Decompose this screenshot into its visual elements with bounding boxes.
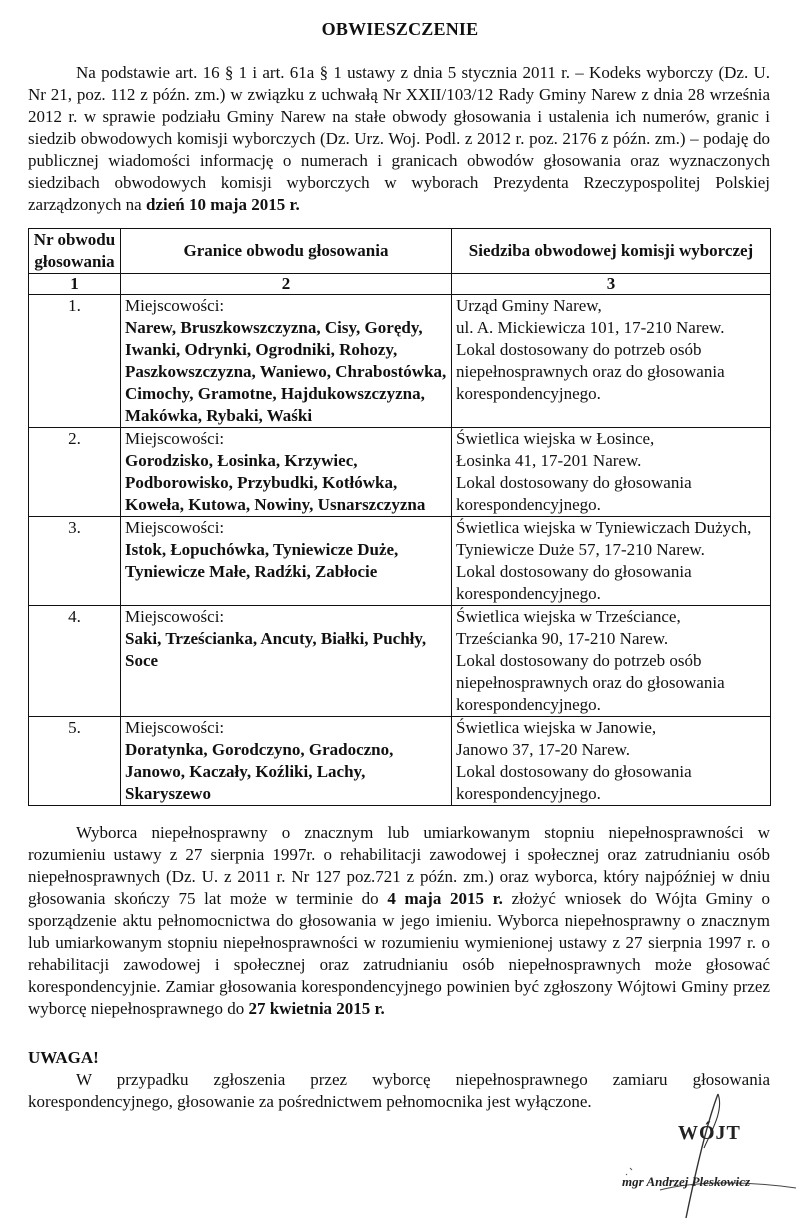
table-row [29, 606, 771, 717]
district-number: 5. [29, 717, 121, 806]
intro-text: Na podstawie art. 16 § 1 i art. 61a § 1 ustawy z dnia 5 stycznia 2011 r. – Kodeks wyborczy (Dz. U. Nr 21, poz. 112 z późn. zm.) w związku z uchwałą Nr XXII/103/12 Rady Gminy Narew z dnia 28 września 2012 r. w sprawie podziału Gminy Narew na stałe obwody głosowania i ustalenia ich numerów, granic i siedzib obwodowych komisji wyborczych (Dz. Urz. Woj. Podl. z 2012 r. poz. 2176 z późn. zm.) – podaję do publicznej wiadomości informację o numerach i granicach obwodów głosowania oraz wyznaczonych siedzibach obwodowych komisji wyborczych w wyborach Prezydenta Rzeczypospolitej Polskiej zarządzonych na [28, 63, 770, 214]
seat-name: Świetlica wiejska w Tyniewiczach Dużych, [456, 518, 752, 537]
table-row [29, 717, 771, 806]
table-row [29, 428, 771, 517]
places-list: Gorodzisko, Łosinka, Krzywiec, Podborowisko, Przybudki, Kotłówka, Koweła, Kutowa, Nowiny, Usnarszczyzna [125, 451, 426, 514]
places-label: Miejscowości: [125, 718, 225, 737]
district-number: 4. [29, 606, 121, 717]
handwritten-signature-icon [600, 1090, 800, 1222]
intro-election-date: dzień 10 maja 2015 r. [145, 195, 300, 214]
intro-paragraph [28, 62, 770, 216]
district-borders [121, 517, 452, 606]
seat-name: Świetlica wiejska w Łosince, [456, 429, 655, 448]
header-district-number: Nr obwodu głosowania [29, 229, 121, 274]
seat-accessibility: Lokal dostosowany do potrzeb osób niepełnosprawnych oraz do głosowania korespondencyjnego. [456, 340, 725, 403]
district-number: 1. [29, 295, 121, 428]
table-row [29, 517, 771, 606]
district-borders [121, 295, 452, 428]
disabled-voter-paragraph [28, 822, 770, 1020]
seat-name: Świetlica wiejska w Trześciance, [456, 607, 681, 626]
district-borders [121, 428, 452, 517]
column-number-row [29, 274, 771, 295]
commission-seat [452, 295, 771, 428]
places-list: Istok, Łopuchówka, Tyniewicze Duże, Tyniewicze Małe, Radźki, Zabłocie [125, 540, 399, 581]
places-label: Miejscowości: [125, 296, 225, 315]
district-borders [121, 717, 452, 806]
postal-vote-deadline: 27 kwietnia 2015 r. [248, 999, 385, 1018]
paragraph-text: Wyborca niepełnosprawny o znacznym lub umiarkowanym stopniu niepełnosprawności w rozumieniu ustawy z 27 sierpnia 1997r. o rehabilitacji zawodowej i społecznej oraz zatrudnianiu osób niepełnosprawnych (Dz. U. z 2011 r. Nr 127 poz.721 z późn. zm.) oraz wyborca, który najpóźniej w dniu głosowania skończy 75 lat może w terminie do [28, 823, 770, 908]
seat-accessibility: Lokal dostosowany do głosowania korespondencyjnego. [456, 562, 692, 603]
column-number: 1 [29, 274, 121, 295]
signature-title: WÓJT [678, 1122, 741, 1144]
district-number: 3. [29, 517, 121, 606]
header-commission-seat: Siedziba obwodowej komisji wyborczej [452, 229, 771, 274]
table-header-row [29, 229, 771, 274]
commission-seat [452, 606, 771, 717]
voting-districts-table [28, 228, 771, 806]
notice-text: W przypadku zgłoszenia przez wyborcę niepełnosprawnego zamiaru głosowania korespondencyjnego, głosowanie za pośrednictwem pełnomocnika jest wyłączone. [28, 1070, 770, 1111]
places-list: Saki, Trześcianka, Ancuty, Białki, Puchły, Soce [125, 629, 427, 670]
document-title: OBWIESZCZENIE [321, 19, 479, 39]
header-district-borders: Granice obwodu głosowania [121, 229, 452, 274]
seat-name: Świetlica wiejska w Janowie, [456, 718, 657, 737]
places-list: Doratynka, Gorodczyno, Gradoczno, Janowo, Kaczały, Koźliki, Lachy, Skaryszewo [125, 740, 394, 803]
signature-name: mgr Andrzej Pleskowicz [622, 1174, 751, 1189]
commission-seat [452, 428, 771, 517]
seat-accessibility: Lokal dostosowany do głosowania korespondencyjnego. [456, 762, 692, 803]
district-number: 2. [29, 428, 121, 517]
seat-address: Trześcianka 90, 17-210 Narew. [456, 629, 669, 648]
column-number: 3 [452, 274, 771, 295]
seat-address: Janowo 37, 17-20 Narew. [456, 740, 631, 759]
district-borders [121, 606, 452, 717]
places-label: Miejscowości: [125, 429, 225, 448]
seat-accessibility: Lokal dostosowany do głosowania korespondencyjnego. [456, 473, 692, 514]
seat-name: Urząd Gminy Narew, [456, 296, 602, 315]
proxy-deadline: 4 maja 2015 r. [387, 889, 503, 908]
places-label: Miejscowości: [125, 607, 225, 626]
seat-address: ul. A. Mickiewicza 101, 17-210 Narew. [456, 318, 725, 337]
places-label: Miejscowości: [125, 518, 225, 537]
seat-address: Tyniewicze Duże 57, 17-210 Narew. [456, 540, 705, 559]
seat-accessibility: Lokal dostosowany do potrzeb osób niepełnosprawnych oraz do głosowania korespondencyjnego. [456, 651, 725, 714]
column-number: 2 [121, 274, 452, 295]
table-row [29, 295, 771, 428]
notice-heading: UWAGA! [28, 1048, 99, 1067]
seat-address: Łosinka 41, 17-201 Narew. [456, 451, 642, 470]
commission-seat [452, 517, 771, 606]
commission-seat [452, 717, 771, 806]
places-list: Narew, Bruszkowszczyzna, Cisy, Gorędy, Iwanki, Odrynki, Ogrodniki, Rohozy, Paszkowszczyzna, Waniewo, Chrabostówka, Cimochy, Gramotne, Hajdukowszczyzna, Makówka, Rybaki, Waśki [125, 318, 447, 425]
paragraph-text: złożyć wniosek do Wójta Gminy o sporządzenie aktu pełnomocnictwa do głosowania w jego imieniu. Wyborca niepełnosprawny o znacznym lub umiarkowanym stopniu niepełnosprawności w rozumieniu wymienionej ustawy z 27 sierpnia 1997 r. o rehabilitacji zawodowej i społecznej oraz zatrudnianiu osób niepełnosprawnych może głosować korespondencyjnie. Zamiar głosowania korespondencyjnego powinien być zgłoszony Wójtowi Gminy przez wyborcę niepełnosprawnego do [28, 889, 770, 1018]
